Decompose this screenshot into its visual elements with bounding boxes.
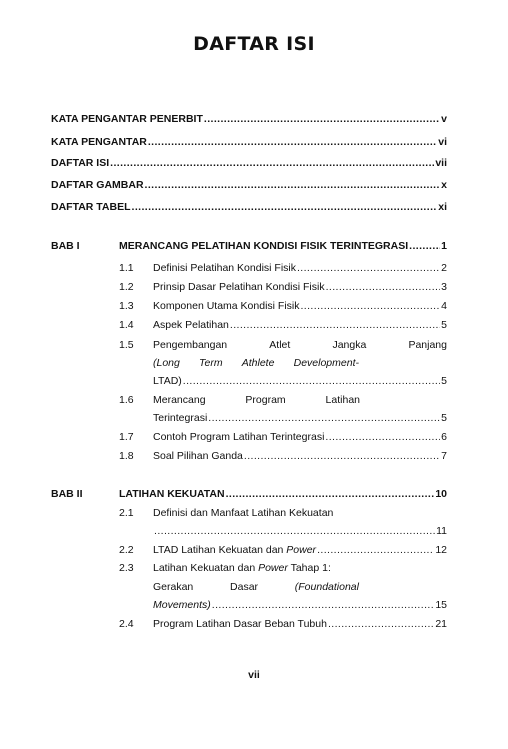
toc-entry-2-2[interactable]	[153, 543, 447, 557]
toc-label: LATIHAN KEKUATAN	[119, 488, 225, 500]
word: Pengembangan	[153, 339, 228, 351]
toc-entry-2-1-line2[interactable]	[153, 524, 447, 538]
section-number: 1.3	[119, 300, 134, 312]
toc-entry-bab-1[interactable]	[119, 239, 447, 253]
toc-page: 11	[436, 525, 447, 537]
leader-dots	[148, 135, 437, 149]
toc-label: Aspek Pelatihan	[153, 319, 229, 331]
toc-entry-daftar-isi[interactable]	[51, 156, 447, 170]
section-number: 2.2	[119, 544, 134, 556]
section-number: 1.1	[119, 262, 134, 274]
label-part-italic: Power	[258, 562, 288, 574]
page-number-footer: vii	[248, 669, 260, 681]
toc-label: DAFTAR GAMBAR	[51, 179, 144, 191]
word: Panjang	[408, 339, 447, 351]
word: Athlete	[241, 357, 275, 369]
word: Jangka	[332, 339, 367, 351]
toc-page: 5	[441, 319, 447, 331]
toc-page: vi	[438, 136, 447, 148]
toc-entry-1-6-line1[interactable]	[153, 393, 360, 407]
toc-page: 10	[435, 488, 447, 500]
leader-dots	[244, 449, 440, 463]
leader-dots	[325, 430, 440, 444]
leader-dots	[226, 487, 435, 501]
toc-label: Definisi Pelatihan Kondisi Fisik	[153, 262, 296, 274]
toc-entry-1-5-line1[interactable]	[153, 338, 447, 352]
toc-entry-1-5-line3[interactable]	[153, 374, 447, 388]
word: Dasar	[230, 581, 259, 593]
toc-label: DAFTAR ISI	[51, 157, 110, 169]
toc-entry-2-3-line1[interactable]	[153, 561, 331, 575]
toc-entry-1-8[interactable]	[153, 449, 447, 463]
toc-page: 1	[441, 240, 447, 252]
toc-entry-kata-pengantar-penerbit[interactable]	[51, 112, 447, 126]
word: Latihan	[325, 394, 360, 406]
toc-entry-1-5-line2	[153, 356, 359, 370]
toc-page: vii	[435, 157, 447, 169]
word: Merancang	[153, 394, 206, 406]
toc-page: 2	[441, 262, 447, 274]
leader-dots	[212, 598, 435, 612]
label-part: Tahap 1:	[287, 562, 331, 574]
toc-entry-daftar-gambar[interactable]	[51, 178, 447, 192]
toc-entry-1-1[interactable]	[153, 261, 447, 275]
toc-page: 3	[441, 281, 447, 293]
toc-entry-2-4[interactable]	[153, 617, 447, 631]
toc-entry-1-3[interactable]	[153, 299, 447, 313]
toc-entry-1-4[interactable]	[153, 318, 447, 332]
toc-label: Program Latihan Dasar Beban Tubuh	[153, 618, 327, 630]
section-number: 1.6	[119, 394, 134, 406]
word: (Foundational	[294, 581, 359, 593]
toc-entry-daftar-tabel[interactable]	[51, 200, 447, 214]
leader-dots	[230, 318, 440, 332]
toc-label: KATA PENGANTAR	[51, 136, 147, 148]
toc-entry-1-2[interactable]	[153, 280, 447, 294]
toc-entry-bab-2[interactable]	[119, 487, 447, 501]
leader-dots	[132, 200, 438, 214]
toc-page: 21	[435, 618, 447, 630]
toc-entry-2-3-line2	[153, 580, 359, 594]
section-number: 2.1	[119, 507, 134, 519]
page-title: DAFTAR ISI	[193, 33, 315, 55]
section-number: 1.7	[119, 431, 134, 443]
leader-dots	[317, 543, 434, 557]
leader-dots	[204, 112, 440, 126]
toc-page: xi	[438, 201, 447, 213]
toc-page: 15	[435, 599, 447, 611]
toc-page: 12	[435, 544, 447, 556]
label-part: LTAD Latihan Kekuatan dan	[153, 544, 287, 556]
toc-label: LTAD)	[153, 375, 182, 387]
section-number: 1.5	[119, 339, 134, 351]
word: Atlet	[269, 339, 291, 351]
toc-label	[153, 543, 316, 557]
leader-dots	[300, 299, 440, 313]
toc-label: MERANCANG PELATIHAN KONDISI FISIK TERINTEGRASI	[119, 240, 409, 252]
label-part-italic: Power	[286, 544, 317, 556]
toc-page: 6	[441, 431, 447, 443]
toc-label: Movements)	[153, 599, 211, 611]
leader-dots	[326, 280, 441, 294]
leader-dots	[154, 524, 435, 538]
section-number: 1.8	[119, 450, 134, 462]
word: Development-	[293, 357, 359, 369]
toc-page: 5	[441, 375, 447, 387]
section-number: 1.2	[119, 281, 134, 293]
chapter-number: BAB II	[51, 488, 83, 500]
word: Term	[199, 357, 223, 369]
label-part: Latihan Kekuatan dan	[153, 562, 259, 574]
toc-page: v	[441, 113, 447, 125]
word: (Long	[153, 357, 180, 369]
toc-entry-1-6-line2[interactable]	[153, 411, 447, 425]
toc-entry-2-3-line3[interactable]	[153, 598, 447, 612]
word: Gerakan	[153, 581, 194, 593]
toc-entry-2-1-line1[interactable]: Definisi dan Manfaat Latihan Kekuatan	[153, 507, 334, 519]
leader-dots	[208, 411, 440, 425]
leader-dots	[297, 261, 440, 275]
leader-dots	[110, 156, 434, 170]
toc-label: KATA PENGANTAR PENERBIT	[51, 113, 203, 125]
toc-label: Terintegrasi	[153, 412, 208, 424]
section-number: 2.3	[119, 562, 134, 574]
toc-page: 5	[441, 412, 447, 424]
section-number: 2.4	[119, 618, 134, 630]
toc-label: Contoh Program Latihan Terintegrasi	[153, 431, 325, 443]
toc-page: 4	[441, 300, 447, 312]
leader-dots	[145, 178, 441, 192]
toc-entry-1-7[interactable]	[153, 430, 447, 444]
toc-label: DAFTAR TABEL	[51, 201, 131, 213]
toc-page: 7	[441, 450, 447, 462]
word: Program	[245, 394, 286, 406]
toc-label: Prinsip Dasar Pelatihan Kondisi Fisik	[153, 281, 325, 293]
toc-label: Soal Pilihan Ganda	[153, 450, 243, 462]
section-number: 1.4	[119, 319, 134, 331]
leader-dots	[409, 239, 440, 253]
leader-dots	[183, 374, 440, 388]
leader-dots	[328, 617, 434, 631]
toc-label: Komponen Utama Kondisi Fisik	[153, 300, 300, 312]
toc-entry-kata-pengantar[interactable]	[51, 135, 447, 149]
chapter-number: BAB I	[51, 240, 80, 252]
toc-page: x	[441, 179, 447, 191]
